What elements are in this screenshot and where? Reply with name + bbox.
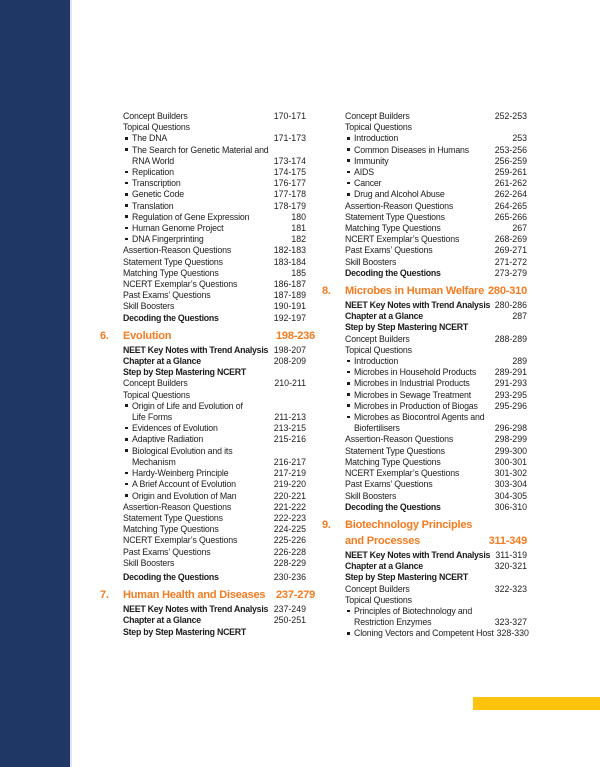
toc-label: Step by Step Mastering NCERT xyxy=(123,626,247,637)
toc-row xyxy=(345,550,527,561)
toc-label: Matching Type Questions xyxy=(123,524,219,535)
toc-label: Concept Builders xyxy=(345,111,410,121)
toc-page-range: 217-219 xyxy=(273,468,306,479)
toc-label: NEET Key Notes with Trend Analysis xyxy=(123,344,269,355)
toc-label: Microbes in Sewage Treatment xyxy=(345,390,471,401)
toc-row xyxy=(345,412,527,423)
toc-page-range: 299-300 xyxy=(494,445,527,456)
toc-page-range: 253-256 xyxy=(494,144,527,155)
toc-page-range: 269-271 xyxy=(494,245,527,256)
toc-label: Chapter at a Glance xyxy=(123,356,201,367)
toc-page-range: 190-191 xyxy=(273,301,306,312)
toc-row xyxy=(123,122,306,133)
toc-label: DNA Fingerprinting xyxy=(123,234,204,245)
toc-page-range: 208-209 xyxy=(273,356,306,367)
toc-row xyxy=(345,145,527,156)
toc-label: Chapter at a Glance xyxy=(123,615,201,626)
toc-row xyxy=(123,547,306,558)
toc-row xyxy=(345,245,527,256)
toc-label: Concept Builders xyxy=(345,583,410,594)
toc-page-range: 176-177 xyxy=(273,178,306,189)
toc-label: AIDS xyxy=(345,167,374,178)
toc-page-range: 320-321 xyxy=(494,561,527,572)
toc-page-range: 182 xyxy=(291,234,306,245)
toc-row xyxy=(123,558,306,569)
toc-label: Assertion-Reason Questions xyxy=(345,200,454,211)
toc-row xyxy=(123,468,306,479)
toc-row xyxy=(345,212,527,223)
toc-row xyxy=(345,201,527,212)
toc-row xyxy=(345,378,527,389)
toc-label: Microbes as Biocontrol Agents and xyxy=(345,412,485,423)
toc-row xyxy=(123,412,306,423)
toc-row xyxy=(123,212,306,223)
toc-label: NCERT Exemplar’s Questions xyxy=(345,234,460,245)
toc-label: Decoding the Questions xyxy=(123,312,219,323)
toc-row xyxy=(123,167,306,178)
toc-row xyxy=(345,234,527,245)
toc-label: Skill Boosters xyxy=(345,490,397,501)
toc-label: Evidences of Evolution xyxy=(123,423,218,434)
toc-label: Regulation of Gene Expression xyxy=(123,212,249,223)
toc-page-range: 262-264 xyxy=(494,189,527,200)
toc-label: Matching Type Questions xyxy=(345,456,441,467)
toc-page-range: 265-266 xyxy=(494,211,527,222)
toc-label: Assertion-Reason Questions xyxy=(123,245,232,256)
section-number: 7. xyxy=(100,589,109,602)
toc-row xyxy=(345,595,527,606)
toc-label: NEET Key Notes with Trend Analysis xyxy=(345,300,491,311)
toc-label: Microbes in Industrial Products xyxy=(345,378,470,389)
toc-page-range: 185 xyxy=(291,267,306,278)
page-tab-yellow-bar xyxy=(473,697,600,710)
toc-page-range: 178-179 xyxy=(273,200,306,211)
toc-label: Decoding the Questions xyxy=(345,267,441,278)
toc-label: Step by Step Mastering NCERT xyxy=(345,572,469,583)
toc-row xyxy=(123,378,306,389)
toc-page-range: 192-197 xyxy=(273,312,306,323)
toc-label: Topical Questions xyxy=(345,344,412,355)
toc-row xyxy=(345,446,527,457)
toc-page-range: 296-298 xyxy=(494,423,527,434)
toc-row xyxy=(123,401,306,412)
toc-page-range: 256-259 xyxy=(494,155,527,166)
toc-page-range: 250-251 xyxy=(273,615,306,626)
toc-label: Skill Boosters xyxy=(123,557,175,568)
toc-page-range: 287 xyxy=(512,311,527,322)
toc-row xyxy=(123,145,306,156)
toc-label: Topical Questions xyxy=(345,594,412,605)
toc-row xyxy=(123,178,306,189)
toc-label: Assertion-Reason Questions xyxy=(345,434,454,445)
toc-page-range: 230-236 xyxy=(273,571,306,582)
toc-page-range: 211-213 xyxy=(274,412,306,423)
toc-page-range: 237-249 xyxy=(273,604,306,615)
toc-label: Biotechnology Principles xyxy=(345,518,473,531)
toc-row xyxy=(123,524,306,535)
toc-label: Topical Questions xyxy=(345,122,412,133)
toc-row xyxy=(123,604,306,615)
toc-page-range: 213-215 xyxy=(273,423,306,434)
section-heading xyxy=(100,329,315,343)
toc-page-range: 226-228 xyxy=(273,546,306,557)
toc-page-range: 219-220 xyxy=(273,479,306,490)
toc-label: Transcription xyxy=(123,178,181,189)
toc-label: Origin of Life and Evolution of xyxy=(123,401,243,412)
toc-page-range: 268-269 xyxy=(494,234,527,245)
toc-page-range: 220-221 xyxy=(273,490,306,501)
toc-label: Assertion-Reason Questions xyxy=(123,501,232,512)
toc-row xyxy=(345,356,527,367)
toc-label: NEET Key Notes with Trend Analysis xyxy=(345,549,491,560)
toc-row xyxy=(123,535,306,546)
toc-row xyxy=(123,491,306,502)
toc-label: Hardy-Weinberg Principle xyxy=(123,468,228,479)
toc-label: Restriction Enzymes xyxy=(354,617,432,628)
toc-label: NEET Key Notes with Trend Analysis xyxy=(123,604,269,615)
toc-label: The Search for Genetic Material and xyxy=(123,145,269,156)
section-heading xyxy=(322,518,527,532)
toc-label: Adaptive Radiation xyxy=(123,434,203,445)
toc-page-range: 174-175 xyxy=(273,167,306,178)
toc-page-range: 228-229 xyxy=(273,557,306,568)
toc-page-range: 288-289 xyxy=(494,333,527,344)
toc-label: Human Genome Project xyxy=(123,223,223,234)
toc-row xyxy=(123,367,306,378)
toc-label: NCERT Exemplar’s Questions xyxy=(123,535,238,546)
toc-row xyxy=(345,491,527,502)
toc-page-range: 289 xyxy=(512,356,527,367)
toc-label: Step by Step Mastering NCERT xyxy=(123,367,247,378)
toc-row xyxy=(345,401,527,412)
toc-page-range: 221-222 xyxy=(273,501,306,512)
toc-column-right xyxy=(322,111,529,640)
toc-label: Skill Boosters xyxy=(123,301,175,312)
toc-page-range: 215-216 xyxy=(273,434,306,445)
toc-row xyxy=(345,311,527,322)
toc-page-range: 289-291 xyxy=(494,367,527,378)
toc-label: Past Exams’ Questions xyxy=(345,245,433,256)
toc-label: Statement Type Questions xyxy=(123,512,223,523)
toc-page-range: 187-189 xyxy=(273,290,306,301)
toc-page-range: 291-293 xyxy=(494,378,527,389)
toc-page-range: 252-253 xyxy=(494,111,527,121)
book-spine-edge xyxy=(70,0,72,767)
toc-row xyxy=(345,617,527,628)
toc-row xyxy=(123,627,306,638)
toc-row xyxy=(123,390,306,401)
toc-label: Concept Builders xyxy=(123,378,188,389)
toc-label: Evolution xyxy=(123,329,172,342)
toc-page-range: 271-272 xyxy=(494,256,527,267)
toc-page-range: 210-211 xyxy=(274,378,306,389)
toc-label: Microbes in Human Welfare xyxy=(345,285,485,298)
toc-row xyxy=(123,201,306,212)
toc-row xyxy=(345,606,527,617)
toc-row xyxy=(345,584,527,595)
toc-label: Decoding the Questions xyxy=(123,571,219,582)
toc-label: Microbes in Household Products xyxy=(345,367,476,378)
toc-page-range: 171-173 xyxy=(273,133,306,144)
toc-row xyxy=(345,178,527,189)
toc-label: Cancer xyxy=(345,178,381,189)
toc-page-range: 224-225 xyxy=(273,524,306,535)
toc-page-range: 298-299 xyxy=(494,434,527,445)
toc-row xyxy=(345,257,527,268)
toc-row xyxy=(123,133,306,144)
toc-row xyxy=(123,434,306,445)
toc-page-range: 293-295 xyxy=(494,389,527,400)
toc-row xyxy=(123,423,306,434)
toc-page-range: 222-223 xyxy=(273,512,306,523)
toc-row xyxy=(345,572,527,583)
toc-page-range: 267 xyxy=(512,223,527,234)
toc-page-range: 170-171 xyxy=(273,111,306,121)
toc-row xyxy=(345,628,527,639)
toc-page-range: 280-310 xyxy=(488,285,527,298)
toc-label: Life Forms xyxy=(132,412,173,423)
toc-label: Matching Type Questions xyxy=(345,223,441,234)
toc-row xyxy=(123,615,306,626)
toc-label: Drug and Alcohol Abuse xyxy=(345,189,445,200)
toc-label: Introduction xyxy=(345,356,398,367)
toc-page-range: 253 xyxy=(512,133,527,144)
toc-row xyxy=(345,423,527,434)
toc-page-range: 180 xyxy=(291,211,306,222)
toc-row xyxy=(123,446,306,457)
section-heading xyxy=(322,284,527,298)
toc-page-range: 304-305 xyxy=(494,490,527,501)
toc-label: Principles of Biotechnology and xyxy=(345,606,472,617)
toc-row xyxy=(345,156,527,167)
toc-label: Origin and Evolution of Man xyxy=(123,491,237,502)
section-number: 6. xyxy=(100,329,109,342)
section-number: 9. xyxy=(322,518,331,531)
toc-label: Common Diseases in Humans xyxy=(345,145,469,156)
book-spine-band xyxy=(0,0,70,767)
toc-page-range: 328-330 xyxy=(496,628,529,639)
toc-label: Statement Type Questions xyxy=(345,445,445,456)
toc-row xyxy=(123,313,306,324)
toc-label: Skill Boosters xyxy=(345,256,397,267)
toc-page-range: 173-174 xyxy=(273,155,306,166)
toc-row xyxy=(123,279,306,290)
toc-row xyxy=(345,122,527,133)
toc-row xyxy=(345,561,527,572)
toc-label: Statement Type Questions xyxy=(123,256,223,267)
toc-row xyxy=(123,479,306,490)
toc-row xyxy=(123,156,306,167)
toc-label: Past Exams’ Questions xyxy=(123,290,211,301)
toc-page-range: 216-217 xyxy=(273,456,306,467)
section-heading xyxy=(100,588,315,602)
toc-label: Chapter at a Glance xyxy=(345,561,423,572)
toc-row xyxy=(123,572,306,583)
toc-label: Chapter at a Glance xyxy=(345,311,423,322)
toc-page-range: 198-207 xyxy=(273,344,306,355)
toc-label: Translation xyxy=(123,201,174,212)
toc-label: Immunity xyxy=(345,156,388,167)
toc-row xyxy=(345,479,527,490)
toc-label: Past Exams’ Questions xyxy=(345,479,433,490)
toc-row xyxy=(123,513,306,524)
toc-row xyxy=(345,111,527,122)
toc-row xyxy=(345,268,527,279)
toc-label: NCERT Exemplar’s Questions xyxy=(123,279,238,290)
toc-row xyxy=(123,234,306,245)
toc-row xyxy=(123,245,306,256)
toc-page-range: 261-262 xyxy=(494,178,527,189)
section-number: 8. xyxy=(322,285,331,298)
toc-page-range: 182-183 xyxy=(273,245,306,256)
toc-page-range: 311-319 xyxy=(495,549,527,560)
toc-page-range: 225-226 xyxy=(273,535,306,546)
toc-label: Concept Builders xyxy=(345,333,410,344)
toc-page-range: 264-265 xyxy=(494,200,527,211)
toc-label: Microbes in Production of Biogas xyxy=(345,401,478,412)
toc-page-range: 323-327 xyxy=(494,617,527,628)
toc-label: Biofertilisers xyxy=(354,423,400,434)
toc-row xyxy=(345,457,527,468)
toc-page-range: 237-279 xyxy=(276,589,315,602)
toc-label: Genetic Code xyxy=(123,189,184,200)
toc-label: and Processes xyxy=(345,534,421,547)
toc-page-range: 322-323 xyxy=(494,583,527,594)
toc-label: Topical Questions xyxy=(123,389,190,400)
toc-page-range: 303-304 xyxy=(494,479,527,490)
toc-label: A Brief Account of Evolution xyxy=(123,479,236,490)
toc-label: Replication xyxy=(123,167,174,178)
toc-label: Topical Questions xyxy=(123,122,190,133)
toc-label: Step by Step Mastering NCERT xyxy=(345,322,469,333)
toc-row xyxy=(345,390,527,401)
toc-label: Biological Evolution and its xyxy=(123,446,232,457)
toc-label: Introduction xyxy=(345,133,398,144)
toc-page-range: 280-286 xyxy=(494,300,527,311)
toc-row xyxy=(345,167,527,178)
toc-page-range: 198-236 xyxy=(276,329,315,342)
toc-page-range: 259-261 xyxy=(494,167,527,178)
toc-row xyxy=(123,457,306,468)
toc-row xyxy=(345,434,527,445)
toc-page-range: 306-310 xyxy=(494,501,527,512)
toc-row xyxy=(123,502,306,513)
toc-label: Human Health and Diseases xyxy=(123,589,266,602)
toc-page-range: 181 xyxy=(291,223,306,234)
toc-page-range: 183-184 xyxy=(273,256,306,267)
toc-row xyxy=(345,322,527,333)
toc-label: NCERT Exemplar’s Questions xyxy=(345,468,460,479)
toc-row xyxy=(123,301,306,312)
toc-label: Past Exams’ Questions xyxy=(123,546,211,557)
toc-label: Decoding the Questions xyxy=(345,501,441,512)
section-heading xyxy=(345,534,527,548)
toc-row xyxy=(345,133,527,144)
toc-row xyxy=(345,223,527,234)
toc-row xyxy=(345,502,527,513)
toc-label: Cloning Vectors and Competent Host xyxy=(345,628,494,639)
toc-row xyxy=(123,356,306,367)
toc-row xyxy=(345,334,527,345)
toc-page-range: 300-301 xyxy=(494,456,527,467)
toc-row xyxy=(123,345,306,356)
toc-label: Concept Builders xyxy=(123,111,188,121)
toc-row xyxy=(123,290,306,301)
toc-page-range: 186-187 xyxy=(273,279,306,290)
toc-row xyxy=(345,189,527,200)
toc-row xyxy=(345,367,527,378)
toc-row xyxy=(345,300,527,311)
toc-row xyxy=(123,189,306,200)
toc-row xyxy=(123,111,306,122)
toc-row xyxy=(123,257,306,268)
toc-label: Statement Type Questions xyxy=(345,211,445,222)
toc-label: RNA World xyxy=(132,155,174,166)
toc-row xyxy=(345,468,527,479)
toc-row xyxy=(345,345,527,356)
toc-page-range: 273-279 xyxy=(494,267,527,278)
toc-label: The DNA xyxy=(123,133,167,144)
toc-page-range: 301-302 xyxy=(494,468,527,479)
toc-label: Matching Type Questions xyxy=(123,267,219,278)
toc-row xyxy=(123,223,306,234)
toc-column-left xyxy=(100,111,315,638)
toc-page-range: 295-296 xyxy=(494,400,527,411)
toc-row xyxy=(123,268,306,279)
toc-page-range: 311-349 xyxy=(488,534,527,547)
toc-label: Mechanism xyxy=(132,456,176,467)
toc-page-range: 177-178 xyxy=(273,189,306,200)
